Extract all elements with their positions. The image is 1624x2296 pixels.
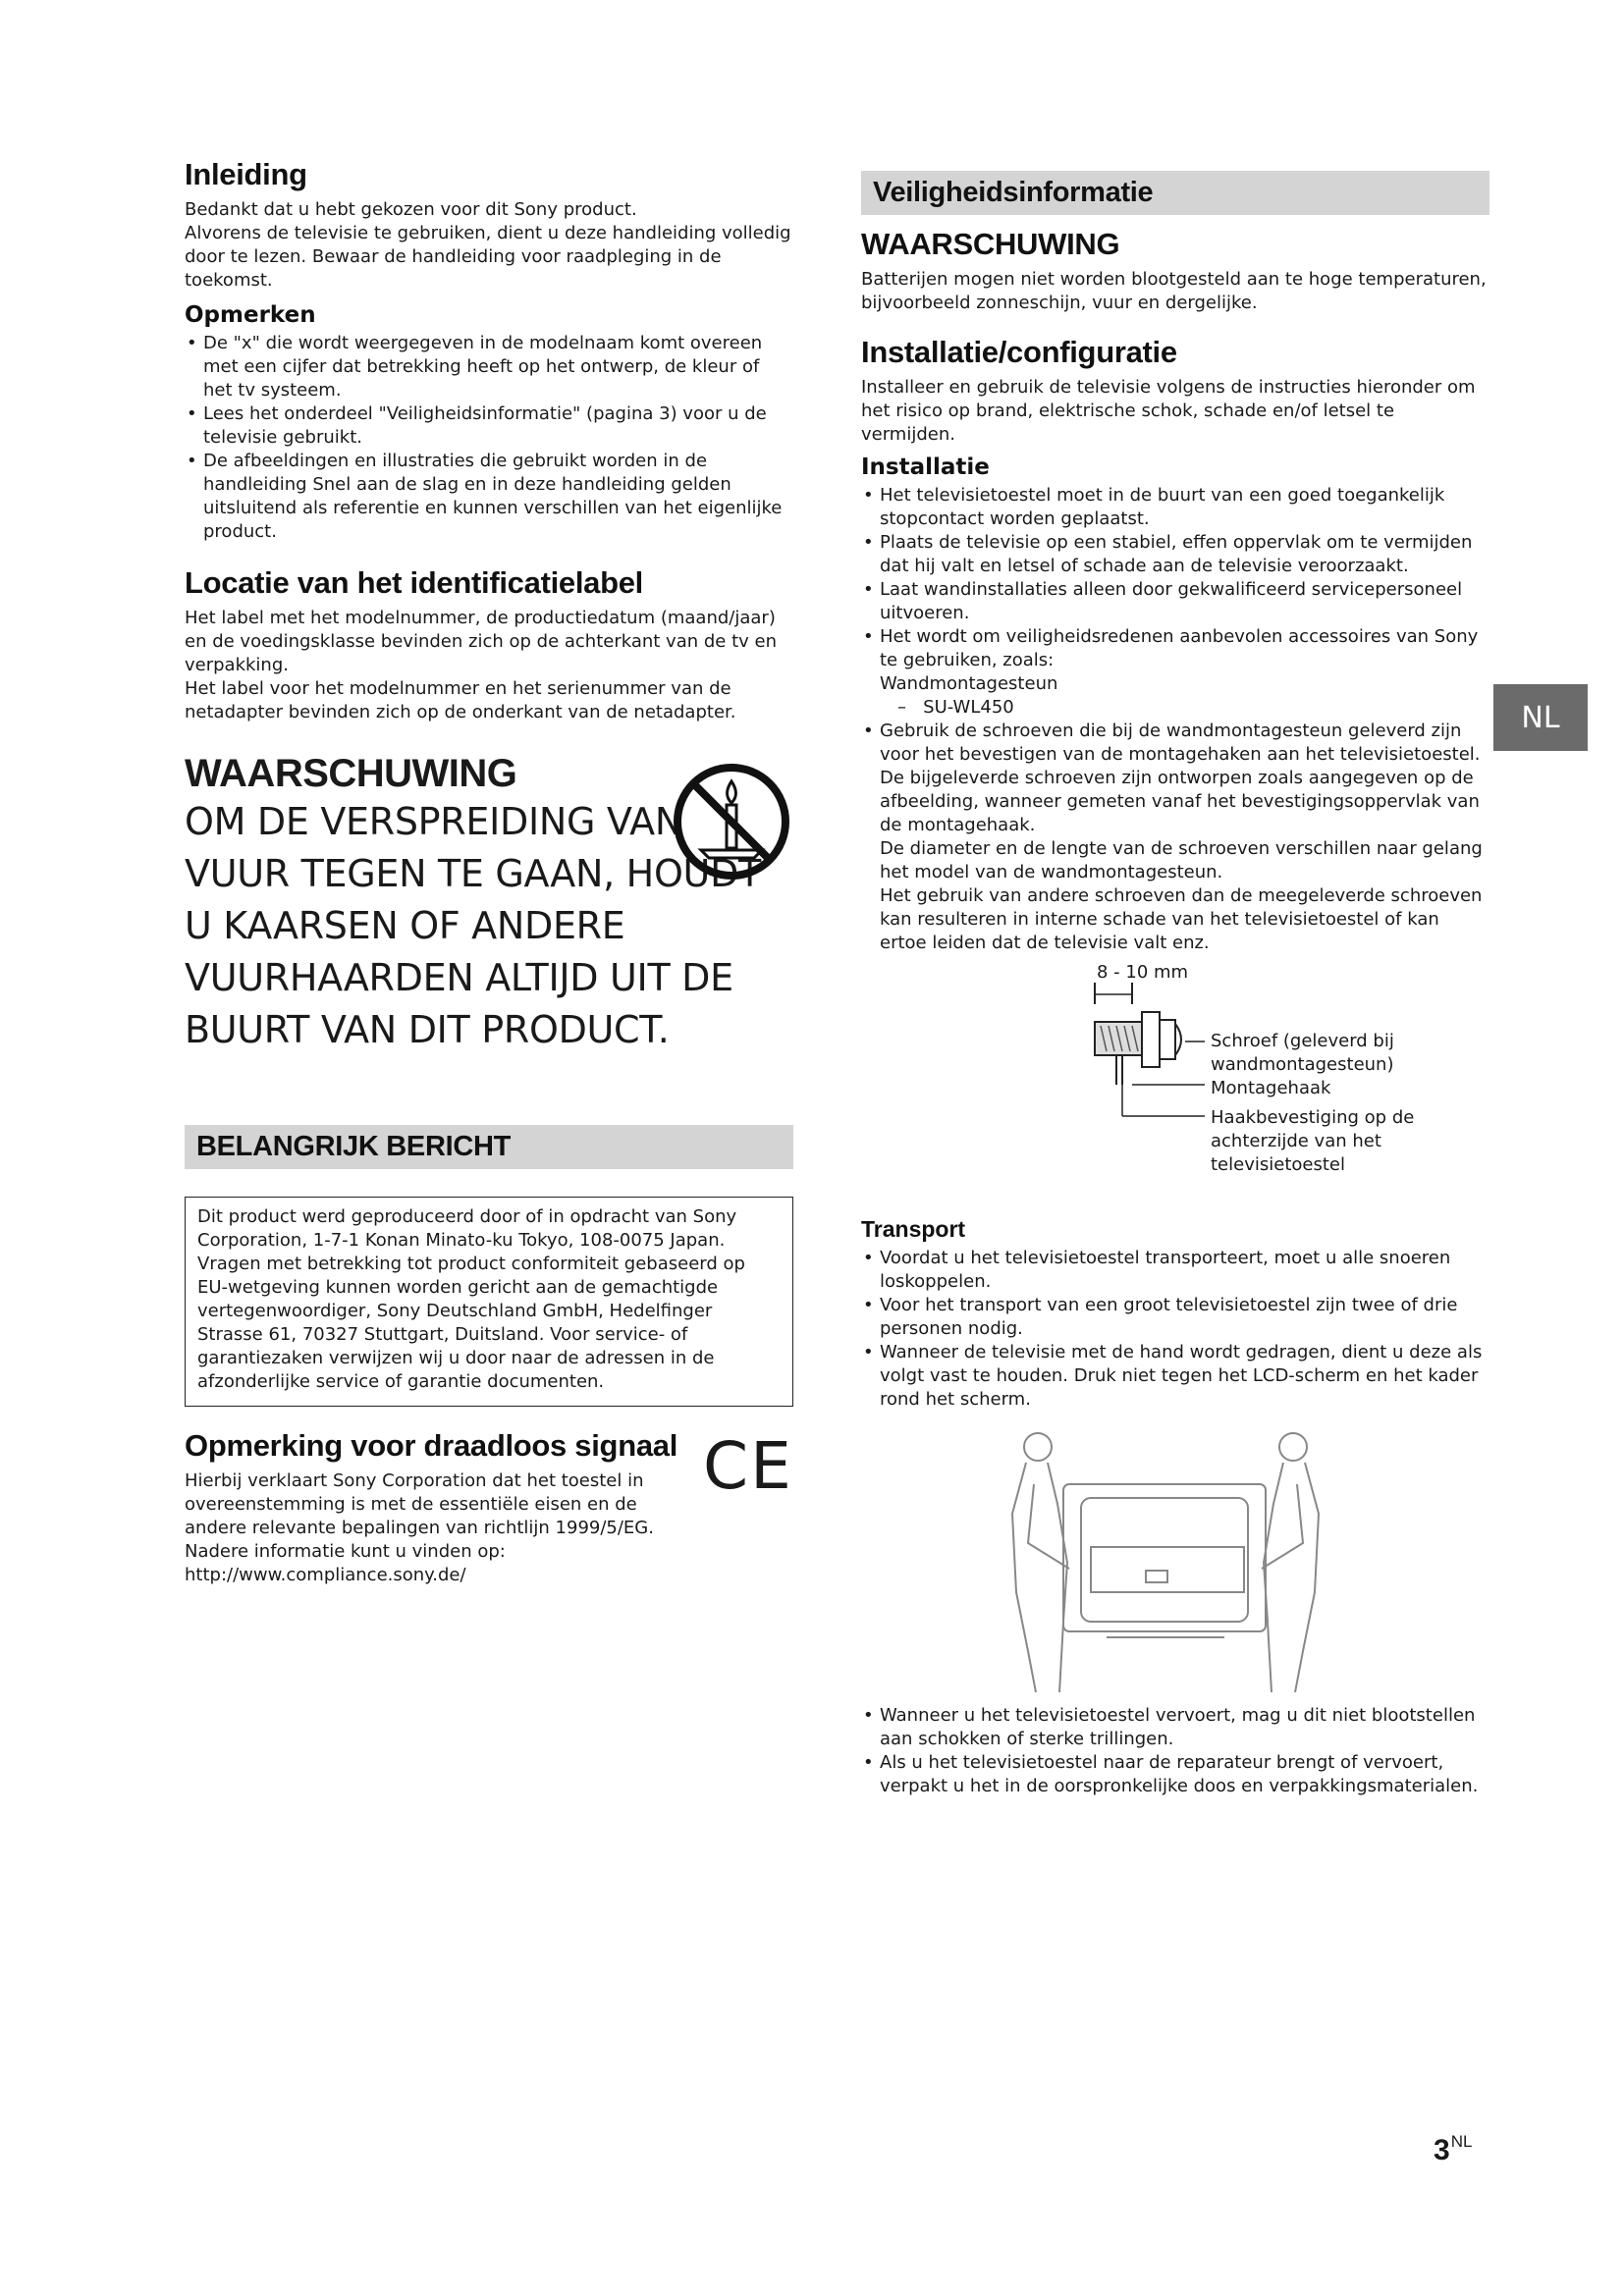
list-item: • De "x" die wordt weergegeven in de modelnaam komt overeen met een cijfer dat betrekking heeft op het ontwerp, de kleur of het tv systeem.: [185, 332, 793, 402]
installation-title: Installatie: [861, 454, 990, 480]
transport-title: Transport: [861, 1216, 966, 1242]
list-item: • Laat wandinstallaties alleen door gekwalificeerd servicepersoneel uitvoeren.: [861, 578, 1489, 625]
transport-section: [861, 1216, 1489, 1798]
label-title: Locatie van het identificatielabel: [185, 565, 643, 600]
list-item: • Plaats de televisie op een stabiel, effen oppervlak om te vermijden dat hij valt en letsel of schade aan de televisie veroorzaakt.: [861, 531, 1489, 578]
list-item: • Lees het onderdeel "Veiligheidsinformatie" (pagina 3) voor u de televisie gebruikt.: [185, 402, 793, 450]
tv-carrying-illustration: [999, 1425, 1332, 1692]
list-item: • Wanneer u het televisietoestel vervoert, mag u dit niet blootstellen aan schokken of sterke trillingen.: [861, 1704, 1489, 1751]
install-config-section: [861, 335, 1489, 447]
label-paragraph-1: Het label met het modelnummer, de productiedatum (maand/jaar) en de voedingsklasse bevinden zich op de achterkant van de tv en verpakking.: [185, 608, 777, 675]
transport-list-after: [861, 1704, 1489, 1798]
installation-section: [861, 454, 1489, 955]
list-item: • Als u het televisietoestel naar de reparateur brengt of vervoert, verpakt u het in de oorspronkelijke doos en verpakkingsmaterialen.: [861, 1751, 1489, 1798]
wireless-title: Opmerking voor draadloos signaal: [185, 1428, 678, 1463]
page-number-value: 3: [1434, 2134, 1450, 2166]
install-config-title: Installatie/configuratie: [861, 335, 1177, 369]
notice-section: [185, 1125, 793, 1407]
notes-section: [185, 302, 793, 544]
page-number-suffix: NL: [1450, 2132, 1473, 2151]
dimension-label: 8 - 10 mm: [1097, 962, 1189, 983]
accessory-name: Wandmontagesteun: [880, 673, 1058, 694]
screw-text: Gebruik de schroeven die bij de wandmontagesteun geleverd zijn voor het bevestigen van de montagehaken aan het televisietoestel. De bijgeleverde schroeven zijn ontworpen zoals aangegeven op de afbeelding, wanneer gemeten vanaf het bevestigingsoppervlak van de montagehaak.: [880, 721, 1481, 835]
list-item: • Het televisietoestel moet in de buurt van een goed toegankelijk stopcontact worden geplaatst.: [861, 484, 1489, 531]
attachment-label: Haakbevestiging op de achterzijde van het televisietoestel: [1211, 1107, 1415, 1175]
language-tab: NL: [1493, 684, 1588, 751]
screw-diagram-drawing: [1087, 983, 1205, 1140]
notice-box: [185, 1197, 793, 1407]
screw-sub-1: De diameter en de lengte van de schroeven verschillen naar gelang het model van de wandmontagesteun.: [880, 838, 1483, 882]
intro-section: [185, 157, 793, 293]
safety-banner: Veiligheidsinformatie: [861, 171, 1489, 215]
notes-list: [185, 332, 793, 544]
accessory-text: Het wordt om veiligheidsredenen aanbevolen accessoires van Sony te gebruiken, zoals:: [880, 626, 1479, 670]
intro-paragraph-2: Alvorens de televisie te gebruiken, dient u deze handleiding volledig door te lezen. Bewaar de handleiding voor raadpleging in de toekomst.: [185, 223, 791, 291]
label-paragraph-2: Het label voor het modelnummer en het serienummer van de netadapter bevinden zich op de onderkant van de netadapter.: [185, 678, 736, 722]
list-item: [861, 720, 1489, 955]
install-config-text: Installeer en gebruik de televisie volgens de instructies hieronder om het risico op brand, elektrische schok, schade en/of letsel te vermijden.: [861, 377, 1476, 445]
wireless-section: [185, 1428, 793, 1587]
left-column: [185, 157, 793, 1587]
notes-title: Opmerken: [185, 302, 316, 328]
right-column: [861, 171, 1489, 1798]
battery-warning-text: Batterijen mogen niet worden blootgesteld aan te hoge temperaturen, bijvoorbeeld zonneschijn, vuur en dergelijke.: [861, 269, 1487, 313]
fire-warning-title: WAARSCHUWING: [185, 752, 517, 795]
screw-sub-2: Het gebruik van andere schroeven dan de meegeleverde schroeven kan resulteren in interne schade van het televisietoestel of kan ertoe leiden dat de televisie valt enz.: [880, 885, 1483, 953]
label-section: [185, 565, 793, 724]
battery-warning-title: WAARSCHUWING: [861, 227, 1120, 261]
wireless-paragraph-1: Hierbij verklaart Sony Corporation dat het toestel in overeenstemming is met de essentiële eisen en de andere relevante bepalingen van richtlijn 1999/5/EG.: [185, 1470, 654, 1538]
screw-label: Schroef (geleverd bij wandmontagesteun): [1211, 1031, 1394, 1075]
fire-warning-section: [185, 752, 793, 1056]
list-item: • Wanneer de televisie met de hand wordt gedragen, dient u deze als volgt vast te houden. Druk niet tegen het LCD-scherm en het kader rond het scherm.: [861, 1341, 1489, 1412]
list-item: [861, 625, 1489, 720]
transport-list: [861, 1247, 1489, 1412]
hook-label: Montagehaak: [1211, 1078, 1331, 1098]
screw-diagram: [861, 961, 1489, 1206]
accessory-model-line: – SU-WL450: [897, 697, 1014, 718]
list-item: • Voor het transport van een groot televisietoestel zijn twee of drie personen nodig.: [861, 1294, 1489, 1341]
wireless-url: http://www.compliance.sony.de/: [185, 1565, 466, 1585]
list-item: • De afbeeldingen en illustraties die gebruikt worden in de handleiding Snel aan de slag en in deze handleiding gelden uitsluitend als referentie en kunnen verschillen van het eigenlijke product.: [185, 450, 793, 544]
page-number: [1434, 2132, 1472, 2167]
accessory-model: SU-WL450: [923, 697, 1014, 718]
battery-warning-section: [861, 227, 1489, 315]
fire-warning-text: OM DE VERSPREIDING VAN VUUR TEGEN TE GAAN, HOUDT U KAARSEN OF ANDERE VUURHAARDEN ALTIJD UIT DE BUURT VAN DIT PRODUCT.: [185, 800, 761, 1051]
intro-title: Inleiding: [185, 157, 307, 191]
ce-mark: CE: [703, 1428, 793, 1504]
notice-text: Dit product werd geproduceerd door of in opdracht van Sony Corporation, 1-7-1 Konan Minato-ku Tokyo, 108-0075 Japan. Vragen met betrekking tot product conformiteit gebaseerd op EU-wetgeving kunnen worden gericht aan de gemachtigde vertegenwoordiger, Sony Deutschland GmbH, Hedelfinger Strasse 61, 70327 Stuttgart, Duitsland. Voor service- of garantiezaken verwijzen wij u door naar de adressen in de afzonderlijke service of garantie documenten.: [197, 1206, 745, 1392]
notice-banner: BELANGRIJK BERICHT: [185, 1125, 793, 1169]
no-candle-icon: [670, 760, 793, 883]
intro-paragraph-1: Bedankt dat u hebt gekozen voor dit Sony product.: [185, 199, 637, 220]
list-item: • Voordat u het televisietoestel transporteert, moet u alle snoeren loskoppelen.: [861, 1247, 1489, 1294]
wireless-paragraph-2: Nadere informatie kunt u vinden op:: [185, 1541, 506, 1562]
installation-list: [861, 484, 1489, 955]
